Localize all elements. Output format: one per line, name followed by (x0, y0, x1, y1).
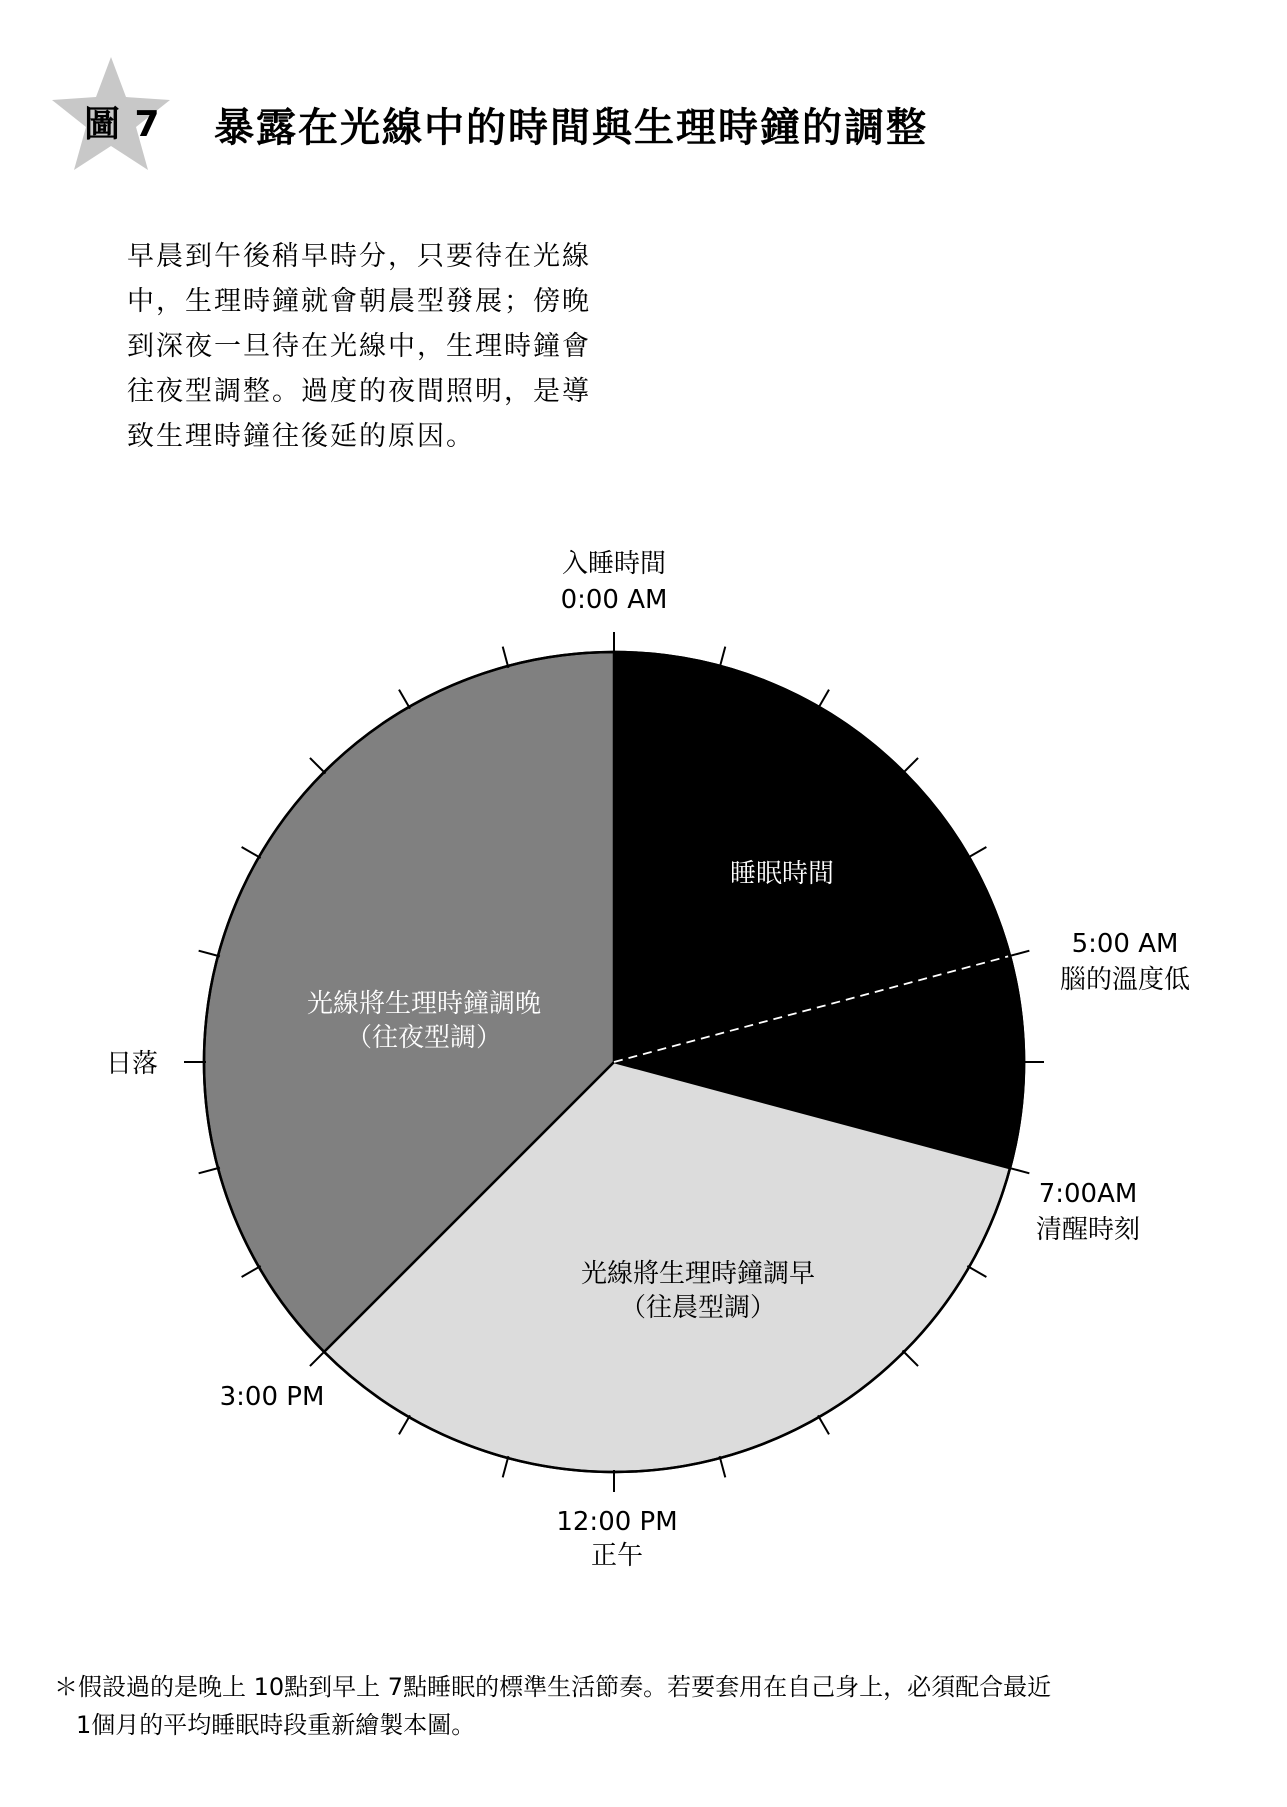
sector-delay-sublabel: （往夜型調） (345, 1023, 503, 1053)
tick-mark (310, 758, 326, 774)
description-line: 中，生理時鐘就會朝晨型發展；傍晚 (127, 286, 591, 317)
tick-mark (818, 1415, 829, 1434)
tick-mark (967, 1266, 986, 1277)
label-midnight-title: 入睡時間 (561, 549, 667, 579)
tick-mark (967, 847, 986, 858)
sector-sleep-label: 睡眠時間 (729, 859, 835, 889)
label-midnight-time: 0:00 AM (560, 585, 668, 615)
tick-mark (720, 647, 726, 668)
description-line: 到深夜一旦待在光線中，生理時鐘會 (127, 331, 591, 362)
tick-mark (399, 690, 410, 709)
label-seven-am-time: 7:00AM (1038, 1179, 1138, 1209)
label-five-am-note: 腦的溫度低 (1059, 965, 1191, 995)
description-line: 往夜型調整。過度的夜間照明，是導 (127, 376, 591, 407)
sector-delay-label: 光線將生理時鐘調晚 (306, 989, 542, 1019)
tick-mark (503, 1456, 509, 1477)
footnote (54, 1668, 1254, 1744)
tick-mark (902, 1350, 918, 1366)
tick-mark (199, 951, 220, 957)
label-sunset: 日落 (105, 1049, 159, 1079)
tick-mark (310, 1350, 326, 1366)
figure-title: 暴露在光線中的時間與生理時鐘的調整 (214, 105, 928, 151)
label-noon-note: 正午 (590, 1541, 644, 1571)
tick-mark (1008, 1168, 1029, 1174)
tick-mark (242, 847, 261, 858)
description-line: 早晨到午後稍早時分，只要待在光線 (127, 241, 591, 272)
tick-mark (199, 1168, 220, 1174)
tick-mark (902, 758, 918, 774)
tick-mark (1008, 951, 1029, 957)
sector-advance-sublabel: （往晨型調） (619, 1293, 777, 1323)
tick-mark (242, 1266, 261, 1277)
footnote-line: ＊假設過的是晚上 10點到早上 7點睡眠的標準生活節奏。若要套用在自己身上，必須配合最近 (54, 1673, 1052, 1701)
label-seven-am-note: 清醒時刻 (1035, 1215, 1141, 1245)
sector-advance-label: 光線將生理時鐘調早 (580, 1259, 816, 1289)
figure-number: 圖 7 (84, 104, 161, 145)
tick-mark (503, 647, 509, 668)
tick-mark (399, 1415, 410, 1434)
footnote-line: 1個月的平均睡眠時段重新繪製本圖。 (76, 1711, 476, 1739)
label-noon-time: 12:00 PM (556, 1507, 678, 1537)
label-five-am-time: 5:00 AM (1071, 929, 1179, 959)
description-line: 致生理時鐘往後延的原因。 (127, 421, 475, 452)
tick-mark (720, 1456, 726, 1477)
tick-mark (818, 690, 829, 709)
label-three-pm: 3:00 PM (219, 1382, 325, 1412)
